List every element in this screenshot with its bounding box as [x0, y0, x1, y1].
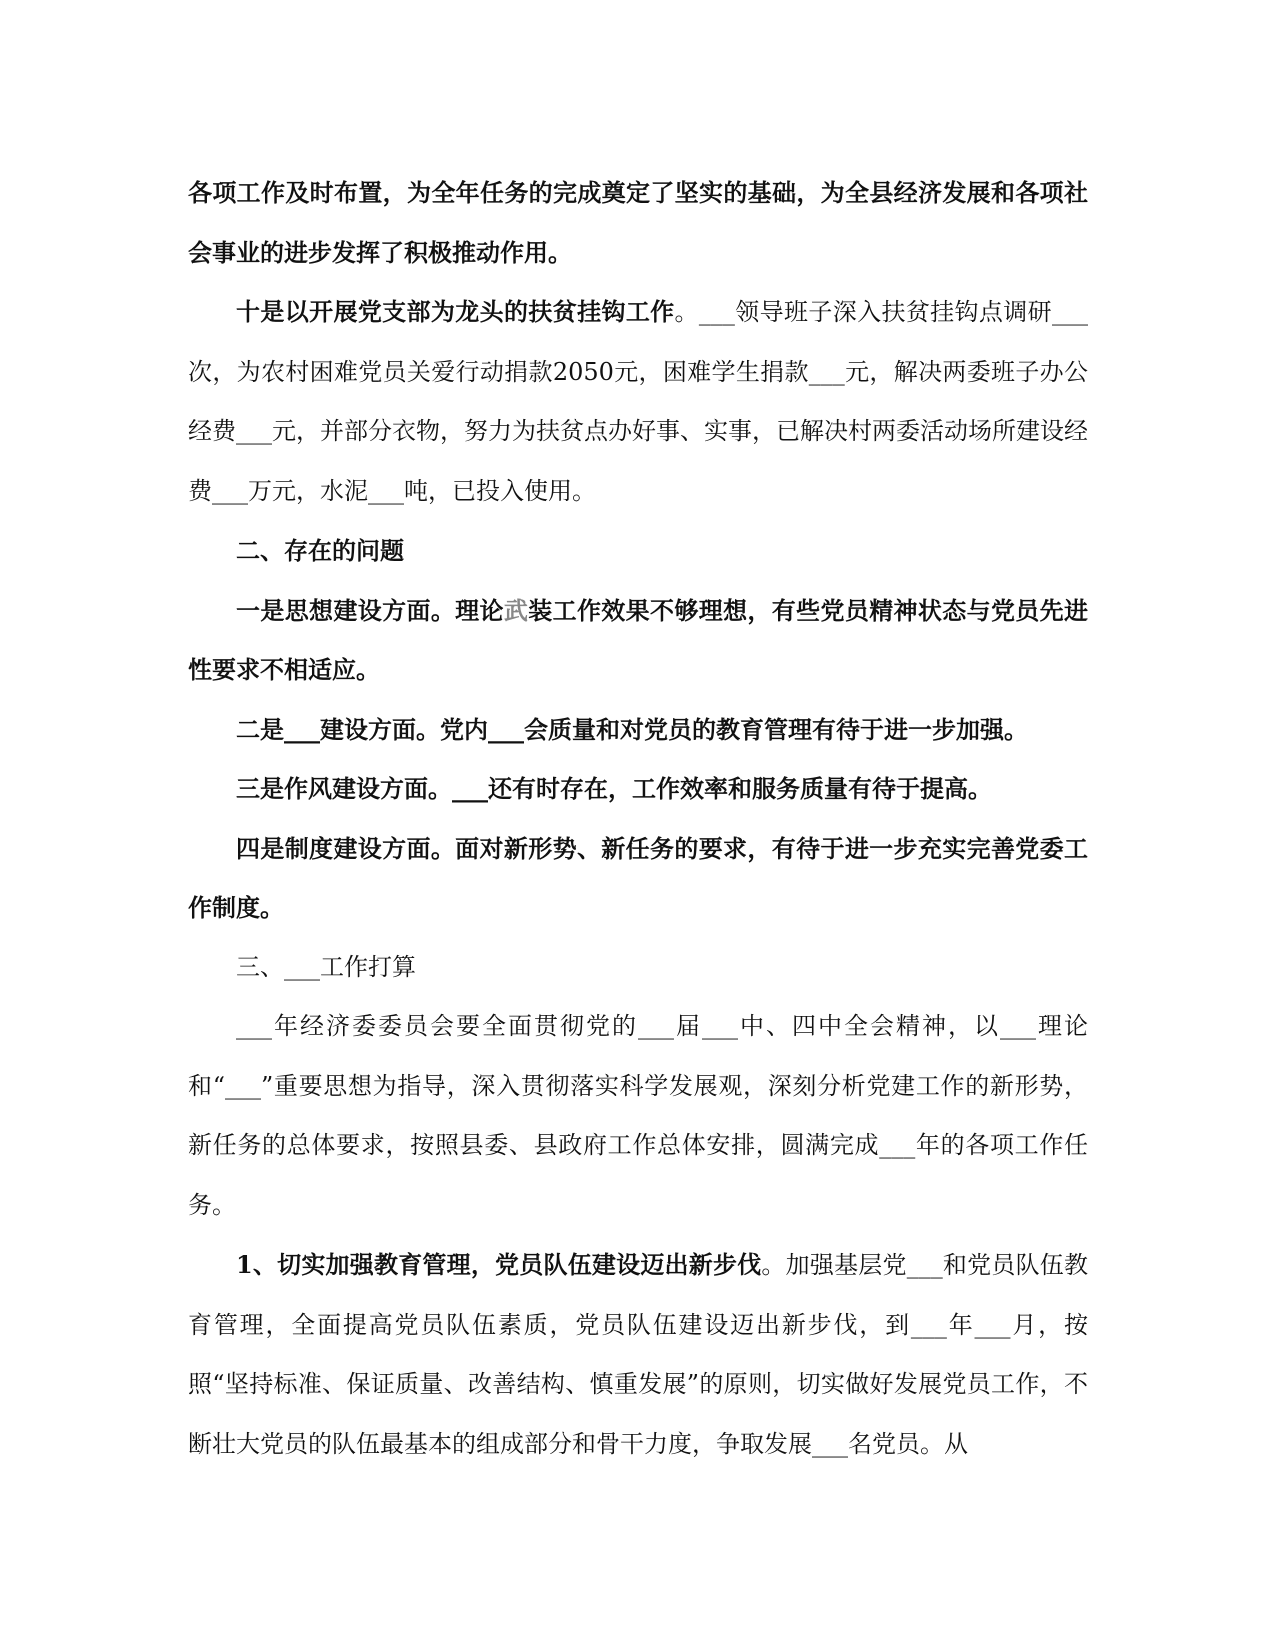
paragraph-4-after: 装工作效果不够理想，有些党员精神状态与党员先进性要求不相适应。 [188, 595, 1089, 684]
document-body [188, 163, 1088, 1474]
section-heading-problems: 二、存在的问题 [236, 536, 404, 565]
paragraph-4-before: 一是思想建设方面。理论 [236, 595, 504, 625]
paragraph-10-lead: 1、切实加强教育管理，党员队伍建设迈出新步伐 [236, 1250, 762, 1279]
section-heading-plan: 三、___工作打算 [236, 952, 416, 981]
paragraph-5: 二是___建设方面。党内___会质量和对党员的教育管理有待于进一步加强。 [236, 714, 1028, 744]
paragraph-9: ___年经济委委员会要全面贯彻党的___届___中、四中全会精神，以___理论和“___”重要思想为指导，深入贯彻落实科学发展观，深刻分析党建工作的新形势，新任务的总体要求，按照县委、县政府工作总体安排，圆满完成___年的各项工作任务。 [188, 1012, 1088, 1219]
paragraph-2 [188, 282, 1088, 521]
paragraph-6: 三是作风建设方面。___还有时存在，工作效率和服务质量有待于提高。 [236, 774, 992, 803]
paragraph-1: 各项工作及时布置，为全年任务的完成奠定了坚实的基础，为全县经济发展和各项社会事业的进步发挥了积极推动作用。 [188, 178, 1088, 267]
paragraph-10-body: 。加强基层党___和党员队伍教育管理，全面提高党员队伍素质，党员队伍建设迈出新步伐，到___年___月，按照“坚持标准、保证质量、改善结构、慎重发展”的原则，切实做好发展党员工作，不断壮大党员的队伍最基本的组成部分和骨干力度，争取发展___名党员。从 [188, 1251, 1088, 1458]
paragraph-4 [188, 581, 1088, 700]
paragraph-10 [188, 1235, 1088, 1474]
paragraph-7: 四是制度建设方面。面对新形势、新任务的要求，有待于进一步充实完善党委工作制度。 [188, 833, 1088, 922]
paragraph-4-faded-char: 武 [503, 595, 529, 625]
paragraph-2-body: 。___领导班子深入扶贫挂钩点调研___次，为农村困难党员关爱行动捐款2050元，困难学生捐款___元，解决两委班子办公经费___元，并部分衣物，努力为扶贫点办好事、实事，已解决村两委活动场所建设经费___万元，水泥___吨，已投入使用。 [188, 298, 1089, 505]
paragraph-2-lead: 十是以开展党支部为龙头的扶贫挂钩工作 [236, 297, 675, 326]
